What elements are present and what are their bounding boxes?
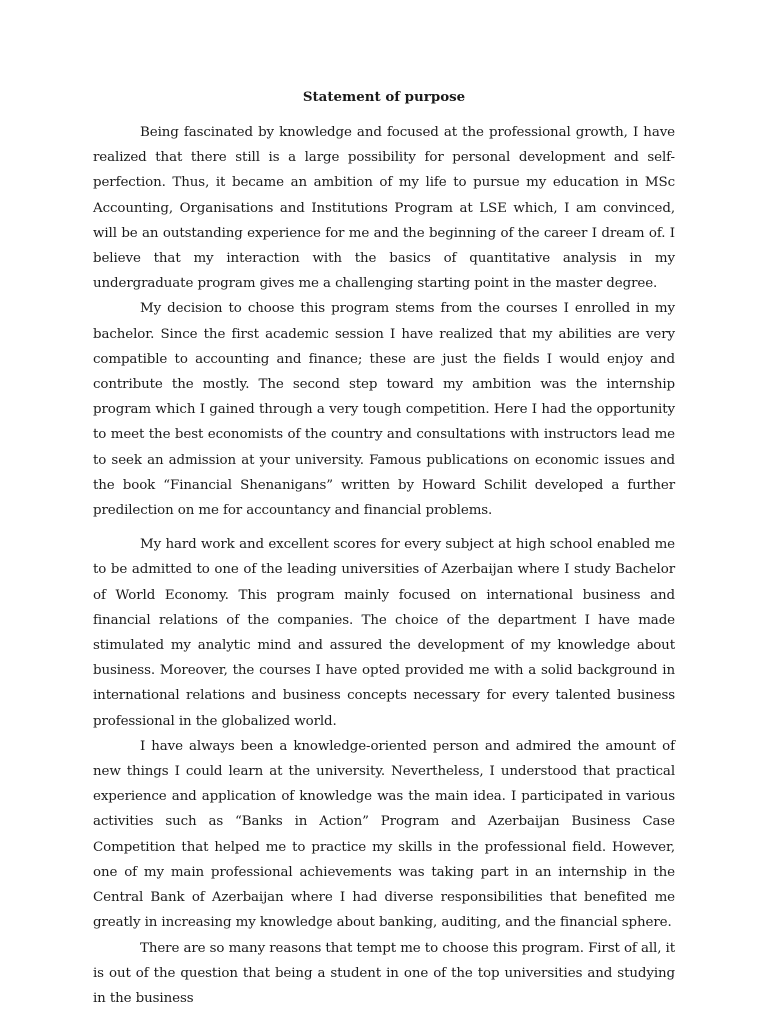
document-title: Statement of purpose [302,89,466,105]
paragraph-5: There are so many reasons that tempt me to choose this program. First of all, it is out of the question that being a student in one of the top universities and studying in the business [93,940,675,1006]
document-body [93,120,675,1011]
paragraph-1: Being fascinated by knowledge and focused at the professional growth, I have realized that there still is a large possibility for personal development and self-perfection. Thus, it became an ambition of my life to pursue my education in MSc Accounting, Organisations and Institutions Program at LSE which, I am convinced, will be an outstanding experience for me and the beginning of the career I dream of. I believe that my interaction with the basics of quantitative analysis in my undergraduate program gives me a challenging starting point in the master degree. [93,125,675,292]
paragraph-2: My decision to choose this program stems from the courses I enrolled in my bachelor. Since the first academic session I have realized that my abilities are very compatible to accounting and finance; these are just the fields I would enjoy and contribute the mostly. The second step toward my ambition was the internship program which I gained through a very tough competition. Here I had the opportunity to meet the best economists of the country and consultations with instructors lead me to seek an admission at your university. Famous publications on economic issues and the book “Financial Shenanigans” written by Howard Schilit developed a further predilection on me for accountancy and financial problems. [93,301,675,519]
paragraph-3: My hard work and excellent scores for every subject at high school enabled me to be admitted to one of the leading universities of Azerbaijan where I study Bachelor of World Economy. This program mainly focused on international business and financial relations of the companies. The choice of the department I have made stimulated my analytic mind and assured the development of my knowledge about business. Moreover, the courses I have opted provided me with a solid background in international relations and business concepts necessary for every talented business professional in the globalized world. [93,537,675,729]
paragraph-4: I have always been a knowledge-oriented person and admired the amount of new things I could learn at the university. Nevertheless, I understood that practical experience and application of knowledge was the main idea. I participated in various activities such as “Banks in Action” Program and Azerbaijan Business Case Competition that helped me to practice my skills in the professional field. However, one of my main professional achievements was taking part in an internship in the Central Bank of Azerbaijan where I had diverse responsibilities that benefited me greatly in increasing my knowledge about banking, auditing, and the financial sphere. [93,738,675,931]
